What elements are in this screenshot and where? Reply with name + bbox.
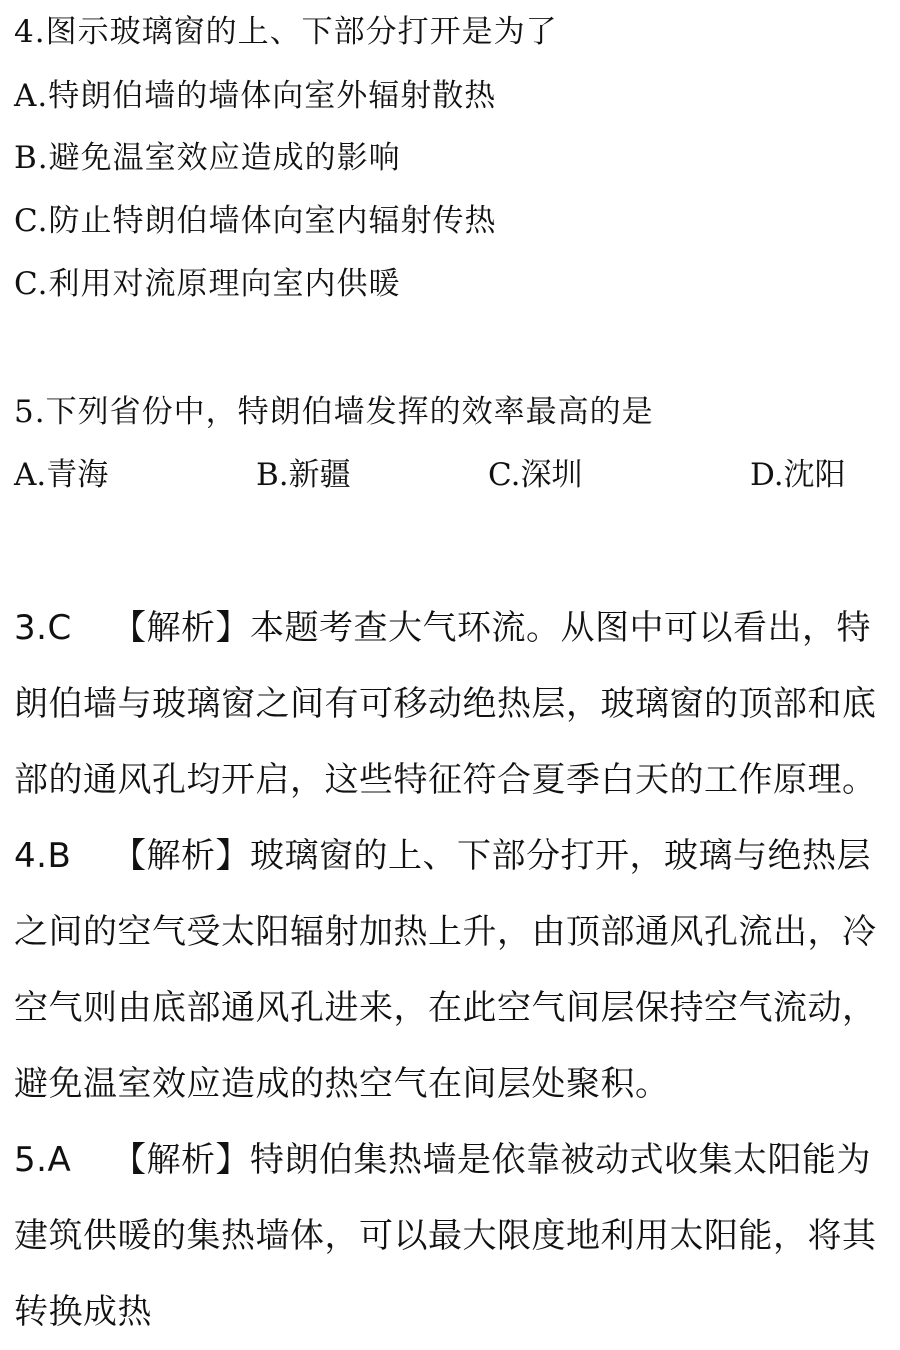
- question-5-option-d: D.沈阳: [750, 457, 846, 493]
- question-4-option-d: C.利用对流原理向室内供暖: [14, 266, 401, 302]
- answer-5-label: 5.A: [14, 1140, 72, 1180]
- question-5-option-c: C.深圳: [488, 457, 583, 493]
- answer-3-explanation: [14, 590, 892, 818]
- question-4-option-c: C.防止特朗伯墙体向室内辐射传热: [14, 203, 497, 239]
- question-5-option-b: B.新疆: [256, 457, 351, 493]
- question-4-stem: 4.图示玻璃窗的上、下部分打开是为了: [14, 14, 558, 50]
- answer-3-text: 【解析】本题考查大气环流。从图中可以看出，特朗伯墙与玻璃窗之间有可移动绝热层，玻璃窗的顶部和底部的通风孔均开启，这些特征符合夏季白天的工作原理。: [14, 608, 877, 800]
- question-4-option-a: A.特朗伯墙的墙体向室外辐射散热: [14, 78, 497, 114]
- answer-4-explanation: [14, 818, 892, 1122]
- answer-5-text: 【解析】特朗伯集热墙是依靠被动式收集太阳能为建筑供暖的集热墙体，可以最大限度地利用太阳能，将其转换成热: [14, 1140, 877, 1332]
- answer-3-label: 3.C: [14, 608, 72, 648]
- question-5-stem: 5.下列省份中，特朗伯墙发挥的效率最高的是: [14, 394, 654, 430]
- answer-5-explanation: [14, 1122, 892, 1350]
- question-5-option-a: A.青海: [14, 457, 109, 493]
- question-4-option-b: B.避免温室效应造成的影响: [14, 140, 401, 176]
- answer-4-label: 4.B: [14, 836, 72, 876]
- answer-4-text: 【解析】玻璃窗的上、下部分打开，玻璃与绝热层之间的空气受太阳辐射加热上升，由顶部通风孔流出，冷空气则由底部通风孔进来，在此空气间层保持空气流动，避免温室效应造成的热空气在间层处聚积。: [14, 836, 877, 1104]
